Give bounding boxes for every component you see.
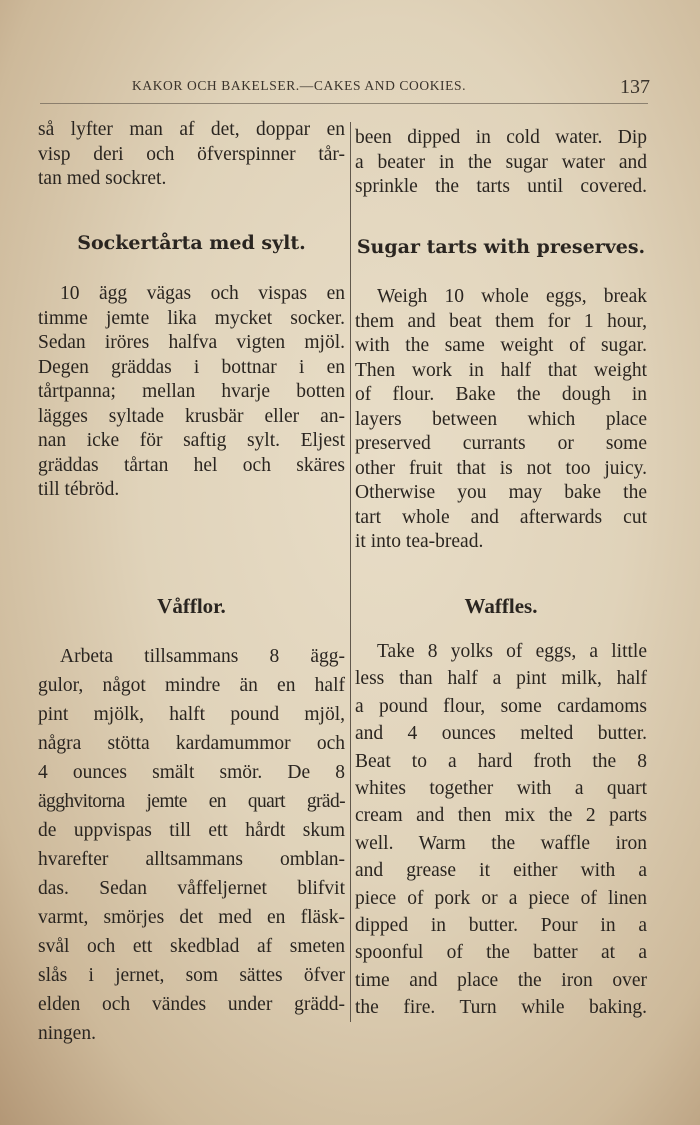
text-line: Then work in half that weight: [355, 359, 647, 381]
text-line: time and place the iron over: [355, 969, 647, 991]
text-line: ningen.: [38, 1023, 96, 1044]
text-line: a beater in the sugar water and: [355, 151, 647, 173]
text-line: spoonful of the batter at a: [355, 942, 647, 964]
text-line: whites together with a quart: [355, 778, 647, 800]
text-line: svål och ett skedblad af smeten: [38, 936, 345, 957]
text-line: några stötta kardamummor och: [38, 733, 345, 754]
text-line: and 4 ounces melted butter.: [355, 723, 647, 745]
text-line: visp deri och öfverspinner tår-: [38, 143, 345, 165]
continuation-swedish: [38, 118, 345, 192]
text-line: tart whole and afterwards cut: [355, 506, 647, 528]
paragraph: [38, 118, 345, 192]
text-line: it into tea-bread.: [355, 531, 484, 552]
header-title: KAKOR OCH BAKELSER.—CAKES AND COOKIES.: [132, 78, 467, 93]
text-line: Arbeta tillsammans 8 ägg-: [60, 646, 345, 667]
text-line: das. Sedan våffeljernet blifvit: [38, 878, 345, 899]
text-line: hvarefter alltsammans omblan-: [38, 849, 345, 870]
text-line: been dipped in cold water. Dip: [355, 127, 647, 148]
running-header: [40, 76, 650, 106]
text-line: Degen gräddas i bottnar i en: [38, 356, 345, 378]
text-line: Weigh 10 whole eggs, break: [377, 286, 647, 307]
text-line: a pound flour, some cardamoms: [355, 695, 647, 717]
text-line: the fire. Turn while baking.: [355, 997, 647, 1019]
text-line: sprinkle the tarts until covered.: [355, 176, 647, 197]
text-line: till tébröd.: [38, 479, 120, 500]
paragraph: [38, 642, 345, 1048]
text-line: tårtpanna; mellan hvarje botten: [38, 381, 345, 402]
section-heading-english: Waffles.: [464, 594, 538, 618]
text-line: ägghvitorna jemte en quart gräd-: [38, 791, 345, 812]
text-line: Beat to a hard froth the 8: [355, 750, 647, 772]
recipe-english: [355, 638, 647, 1022]
text-line: så lyfter man af det, doppar en: [38, 119, 345, 140]
text-line: with the same weight of sugar.: [355, 335, 647, 356]
text-line: preserved currants or some: [355, 433, 647, 454]
text-line: tan med sockret.: [38, 168, 167, 189]
recipe-swedish: [38, 642, 345, 1048]
text-line: Otherwise you may bake the: [355, 482, 647, 503]
text-line: 4 ounces smält smör. De 8: [38, 762, 345, 783]
text-line: timme jemte lika mycket socker.: [38, 307, 345, 329]
text-line: 10 ägg vägas och vispas en: [60, 283, 345, 304]
section-heading-english: Sugar tarts with preserves.: [356, 236, 646, 258]
paragraph: [355, 285, 647, 555]
text-line: lägges syltade krusbär eller an-: [38, 405, 345, 427]
section-heading-swedish: Sockertårta med sylt.: [77, 232, 306, 254]
header-rule: [40, 103, 648, 104]
text-line: layers between which place: [355, 408, 647, 430]
text-line: elden och vändes under grädd-: [38, 994, 345, 1015]
text-line: them and beat them for 1 hour,: [355, 310, 647, 332]
text-line: cream and then mix the 2 parts: [355, 805, 647, 827]
recipe-swedish: [38, 282, 345, 503]
text-line: gulor, något mindre än en half: [38, 675, 345, 696]
text-line: piece of pork or a piece of linen: [355, 887, 647, 909]
text-line: less than half a pint milk, half: [355, 668, 647, 690]
text-line: and grease it either with a: [355, 860, 647, 882]
text-line: nan icke för saftig sylt. Eljest: [38, 430, 345, 451]
text-line: Take 8 yolks of eggs, a little: [377, 641, 647, 662]
recipe-english: [355, 285, 647, 555]
text-line: de uppvispas till ett hårdt skum: [38, 820, 345, 841]
paragraph: [355, 126, 647, 200]
continuation-english: [355, 126, 647, 200]
text-line: varmt, smörjes det med en fläsk-: [38, 907, 345, 928]
column-divider: [350, 122, 351, 1022]
text-line: other fruit that is not too juicy.: [355, 457, 647, 479]
paragraph: [355, 638, 647, 1022]
text-line: well. Warm the waffle iron: [355, 832, 647, 854]
paragraph: [38, 282, 345, 503]
text-line: of flour. Bake the dough in: [355, 384, 647, 405]
text-line: gräddas tårtan hel och skäres: [38, 454, 345, 476]
text-line: dipped in butter. Pour in a: [355, 915, 647, 937]
text-line: pint mjölk, halft pound mjöl,: [38, 704, 345, 725]
page-number: 137: [620, 76, 650, 98]
text-line: slås i jernet, som sättes öfver: [38, 965, 345, 986]
text-line: Sedan iröres halfva vigten mjöl.: [38, 332, 345, 353]
section-heading-swedish: Våfflor.: [157, 594, 226, 618]
